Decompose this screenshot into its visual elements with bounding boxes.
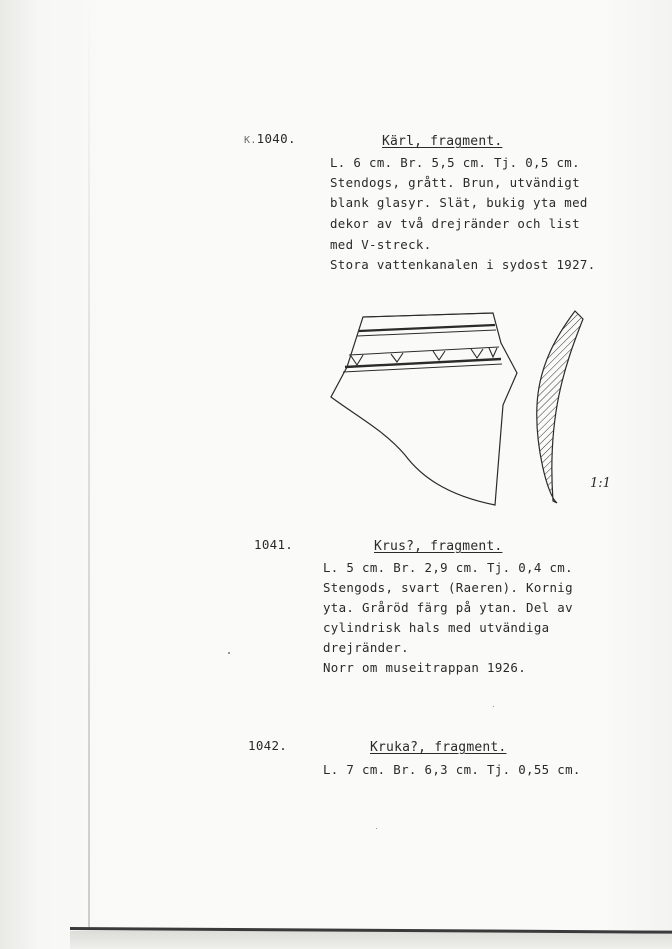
entry-line: Stengods, svart (Raeren). Kornig <box>323 580 573 595</box>
scan-speck <box>228 652 230 654</box>
entry-line: Stendogs, grått. Brun, utvändigt <box>330 175 580 190</box>
groove-band <box>359 325 495 331</box>
entry-title-1042: Kruka?, fragment. <box>370 740 507 755</box>
entry-number-prefix: K. <box>244 135 257 146</box>
entry-number-1042: 1042. <box>248 738 288 753</box>
entry-line: L. 7 cm. Br. 6,3 cm. Tj. 0,55 cm. <box>323 762 581 777</box>
entry-title-1041: Krus?, fragment. <box>374 539 503 554</box>
entry-line: Stora vattenkanalen i sydost 1927. <box>330 257 596 272</box>
list-band <box>349 347 499 355</box>
entry-number-1040 <box>244 131 296 146</box>
entry-number: 1040. <box>256 131 296 146</box>
entry-line: dekor av två drejränder och list <box>330 216 580 231</box>
entry-line: L. 6 cm. Br. 5,5 cm. Tj. 0,5 cm. <box>330 155 580 170</box>
entry-line: cylindrisk hals med utvändiga <box>323 620 550 635</box>
entry-number-1041: 1041. <box>254 537 294 552</box>
entry-line: med V-streck. <box>330 237 432 252</box>
scan-speck <box>376 828 377 829</box>
page-bottom-shadow <box>70 931 672 949</box>
scale-label: 1:1 <box>590 476 611 491</box>
entry-line: L. 5 cm. Br. 2,9 cm. Tj. 0,4 cm. <box>323 560 573 575</box>
scan-speck <box>493 706 494 707</box>
entry-title-1040: Kärl, fragment. <box>382 134 503 149</box>
fragment-drawing <box>325 305 595 510</box>
entry-line: yta. Gråröd färg på ytan. Del av <box>323 600 573 615</box>
binding-edge <box>88 0 90 930</box>
entry-line: blank glasyr. Slät, bukig yta med <box>330 195 588 210</box>
sherd-outline <box>331 313 517 505</box>
entry-line: Norr om museitrappan 1926. <box>323 660 527 675</box>
profile-section <box>537 311 583 503</box>
entry-line: drejränder. <box>323 640 409 655</box>
